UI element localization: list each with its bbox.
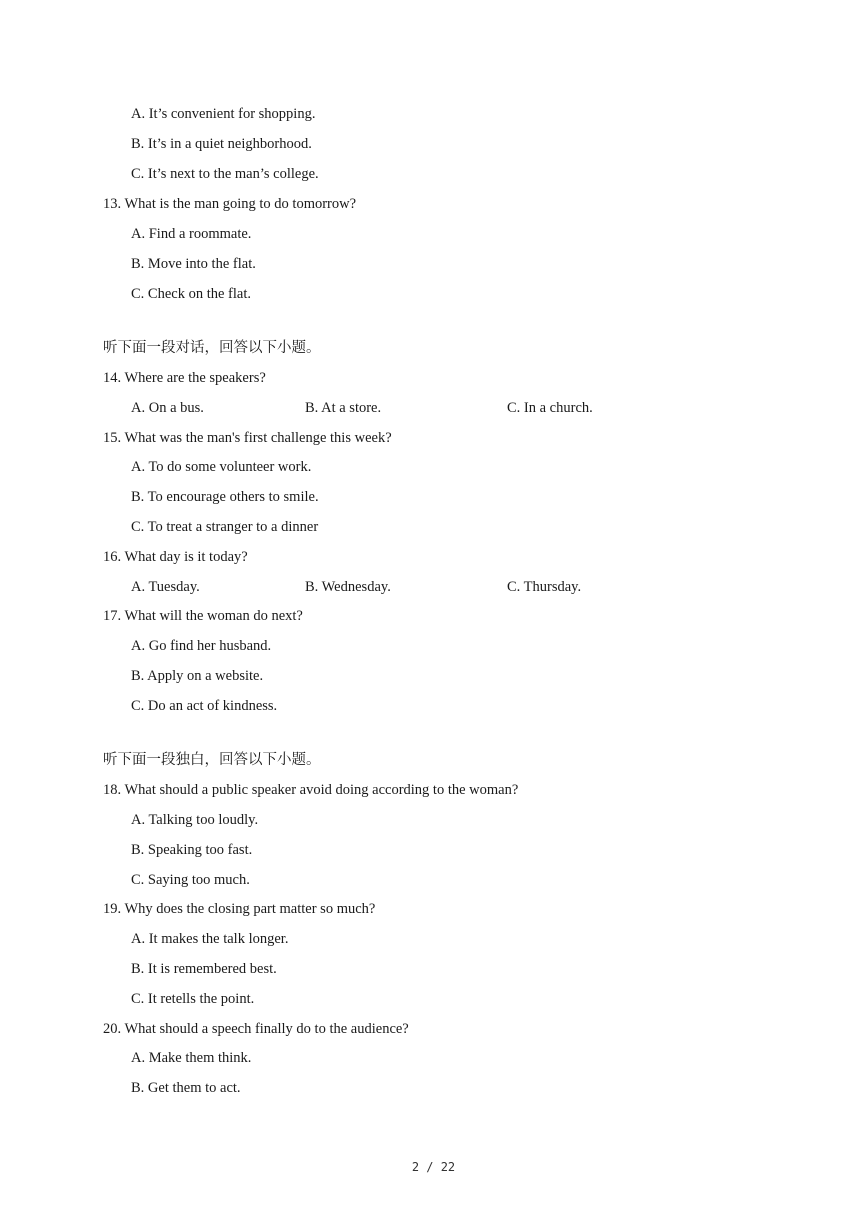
- q17-question: 17. What will the woman do next?: [103, 608, 303, 624]
- q13-option-c: C. Check on the flat.: [131, 286, 252, 302]
- q15-option-b: B. To encourage others to smile.: [131, 489, 319, 505]
- q20-option-a: A. Make them think.: [131, 1050, 252, 1066]
- q20-question: 20. What should a speech finally do to the audience?: [103, 1021, 409, 1037]
- q18-option-c: C. Saying too much.: [131, 872, 250, 888]
- q17-option-a: A. Go find her husband.: [131, 638, 272, 654]
- q19-option-c: C. It retells the point.: [131, 991, 255, 1007]
- q16-question: 16. What day is it today?: [103, 549, 248, 565]
- q18-option-a: A. Talking too loudly.: [131, 812, 259, 828]
- q12-option-b: B. It’s in a quiet neighborhood.: [131, 136, 312, 152]
- q16-option-c: C. Thursday.: [507, 579, 582, 595]
- q18-question: 18. What should a public speaker avoid doing according to the woman?: [103, 782, 519, 798]
- q14-option-b: B. At a store.: [305, 400, 382, 416]
- q12-option-a: A. It’s convenient for shopping.: [131, 106, 316, 122]
- q13-question: 13. What is the man going to do tomorrow?: [103, 196, 357, 212]
- q15-option-a: A. To do some volunteer work.: [131, 459, 312, 475]
- q19-question: 19. Why does the closing part matter so much?: [103, 901, 376, 917]
- section-heading-monologue: 听下面一段独白，回答以下小题。: [103, 752, 321, 768]
- q17-option-b: B. Apply on a website.: [131, 668, 264, 684]
- page-number: 2 / 22: [411, 1160, 456, 1174]
- q19-option-b: B. It is remembered best.: [131, 961, 277, 977]
- q18-option-b: B. Speaking too fast.: [131, 842, 253, 858]
- q14-option-c: C. In a church.: [507, 400, 593, 416]
- q15-option-c: C. To treat a stranger to a dinner: [131, 519, 319, 535]
- q14-option-a: A. On a bus.: [131, 400, 204, 416]
- q19-option-a: A. It makes the talk longer.: [131, 931, 289, 947]
- q14-question: 14. Where are the speakers?: [103, 370, 266, 386]
- q13-option-b: B. Move into the flat.: [131, 256, 256, 272]
- q13-option-a: A. Find a roommate.: [131, 226, 252, 242]
- section-heading-dialogue: 听下面一段对话，回答以下小题。: [103, 340, 321, 356]
- q20-option-b: B. Get them to act.: [131, 1080, 241, 1096]
- q17-option-c: C. Do an act of kindness.: [131, 698, 278, 714]
- q12-option-c: C. It’s next to the man’s college.: [131, 166, 319, 182]
- q16-option-a: A. Tuesday.: [131, 579, 200, 595]
- q15-question: 15. What was the man's first challenge this week?: [103, 430, 392, 446]
- q16-option-b: B. Wednesday.: [305, 579, 391, 595]
